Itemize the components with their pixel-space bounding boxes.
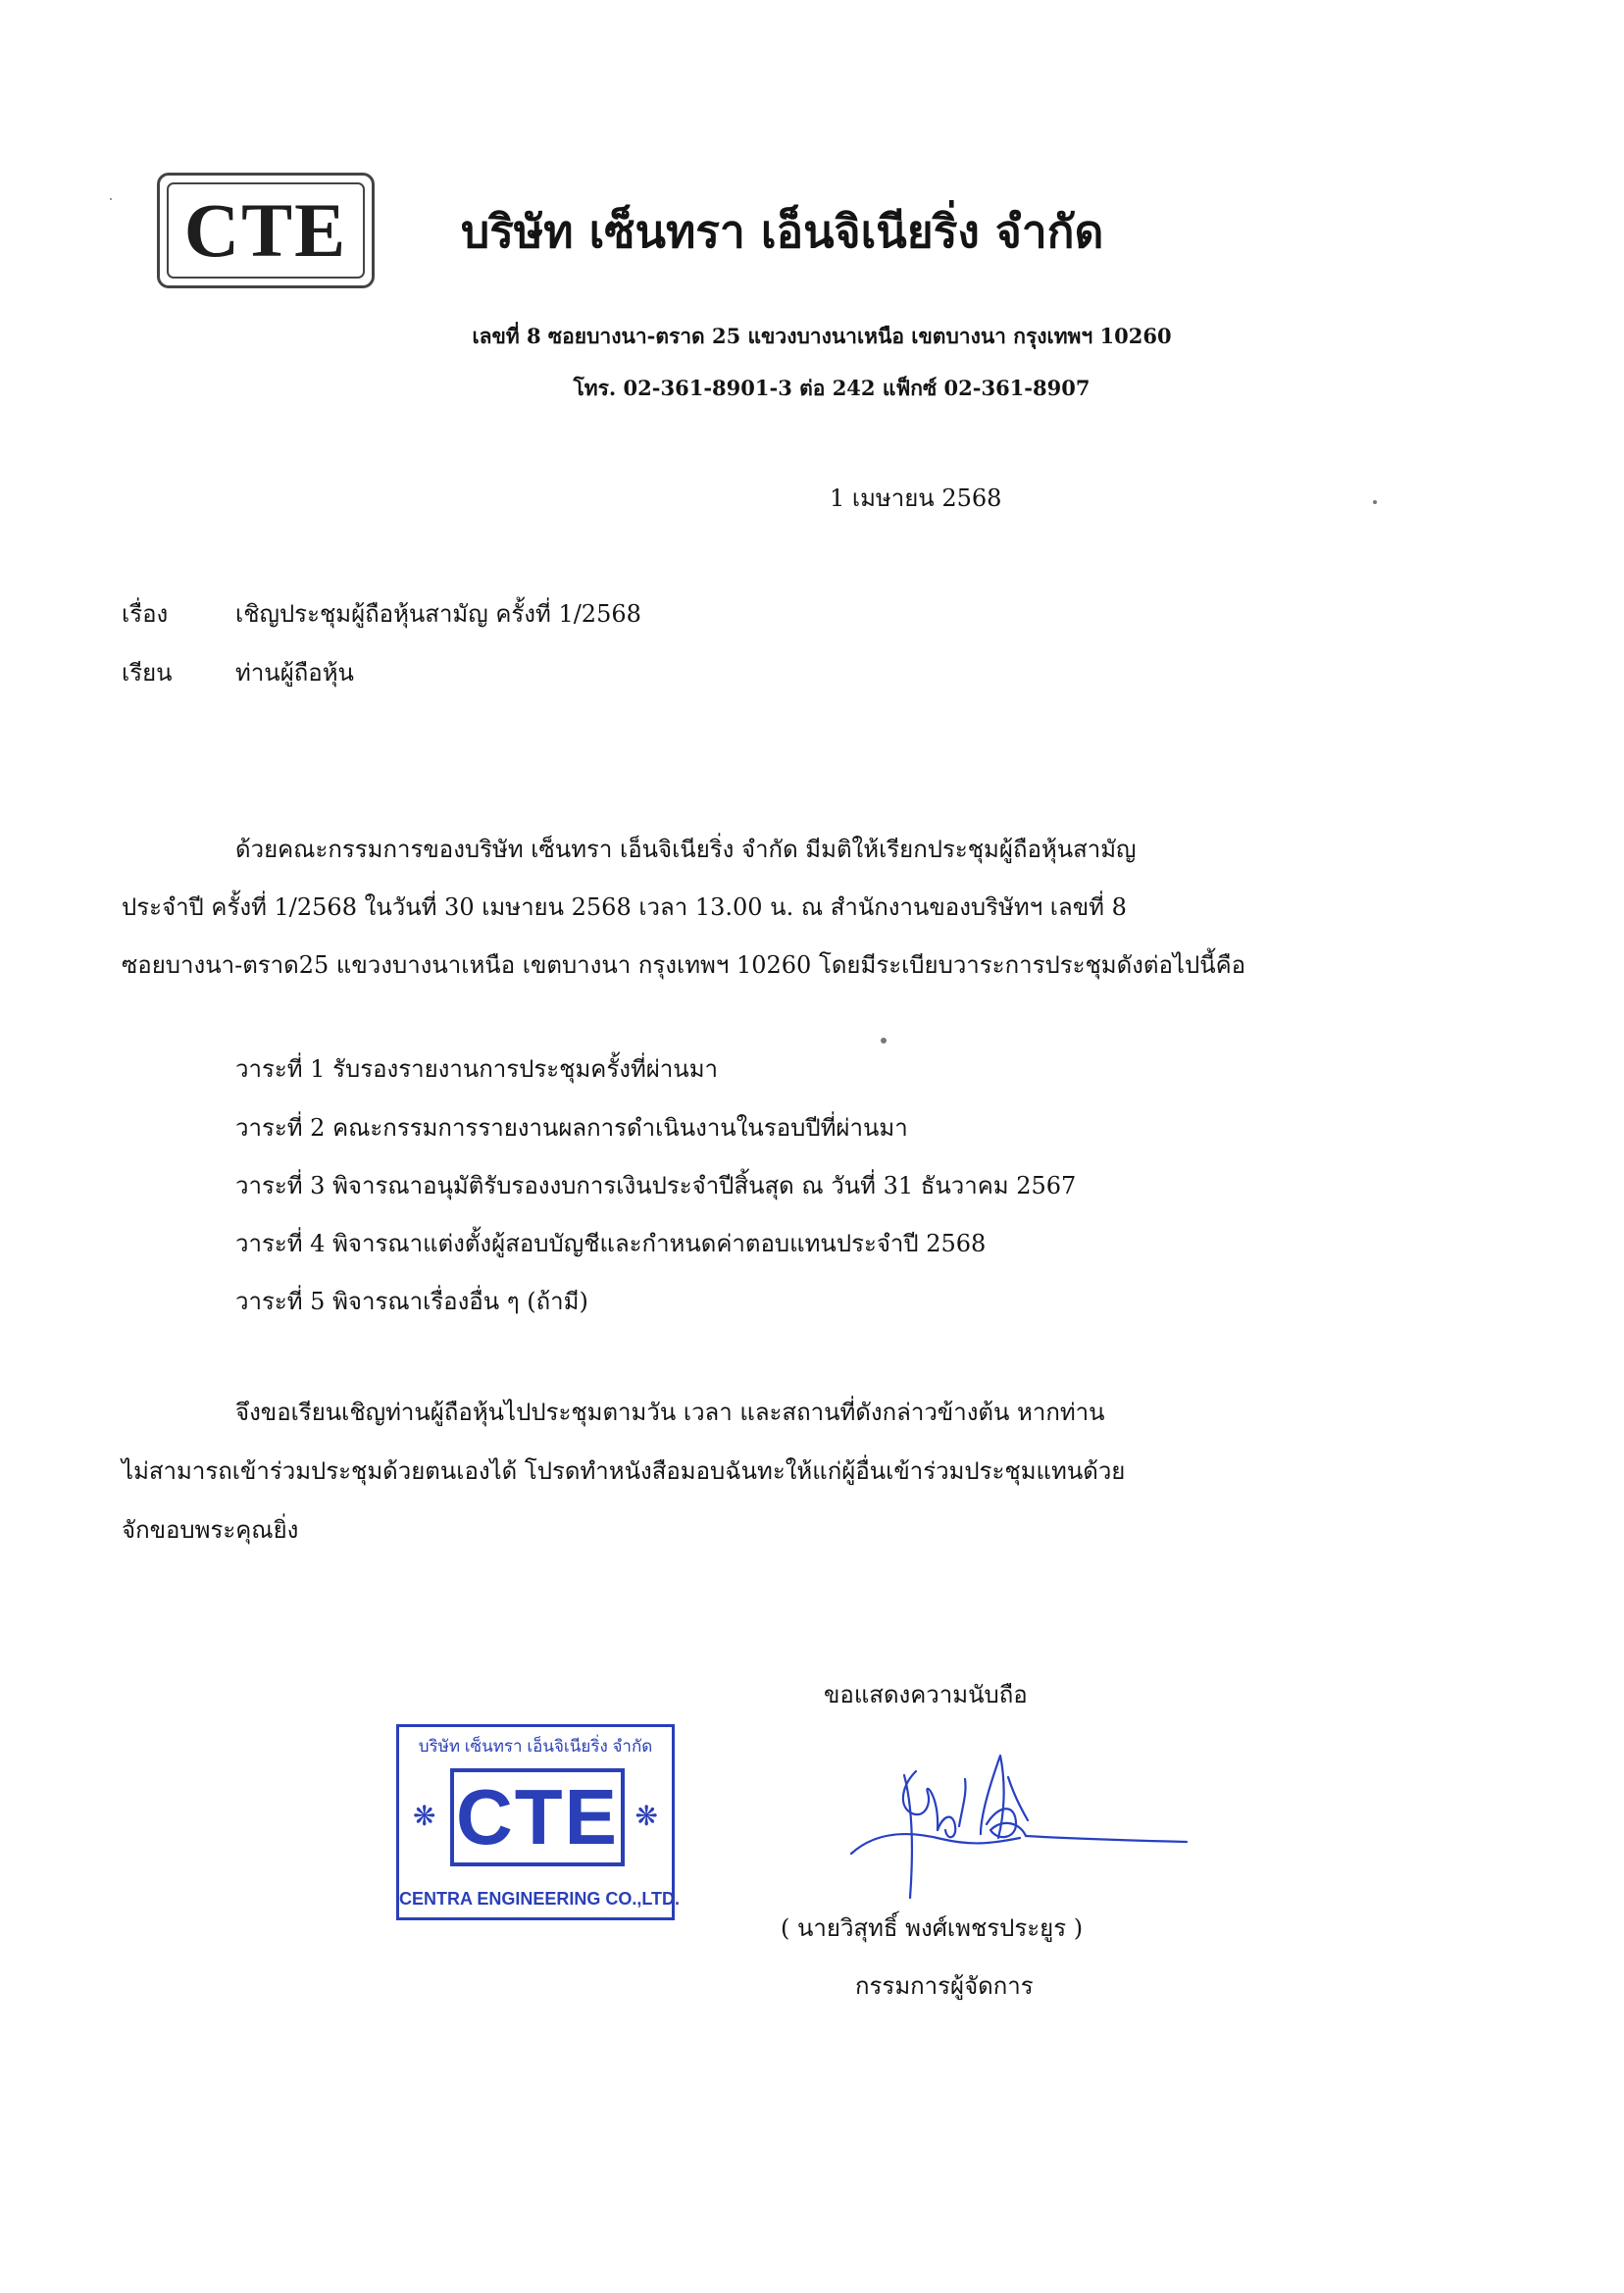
paragraph1-line: ประจำปี ครั้งที่ 1/2568 ในวันที่ 30 เมษายน 2568 เวลา 13.00 น. ณ สำนักงานของบริษัทฯ เลขที่ 8 — [122, 893, 1127, 921]
paragraph1-line: ซอยบางนา-ตราด25 แขวงบางนาเหนือ เขตบางนา กรุงเทพฯ 10260 โดยมีระเบียบวาระการประชุมดังต่อไปนี้คือ — [122, 951, 1246, 979]
recipient-text: ท่านผู้ถือหุ้น — [235, 659, 354, 687]
agenda-item-5: วาระที่ 5 พิจารณาเรื่องอื่น ๆ (ถ้ามี) — [235, 1288, 588, 1315]
paragraph2-line: จึงขอเรียนเชิญท่านผู้ถือหุ้นไปประชุมตามวัน เวลา และสถานที่ดังกล่าวข้างต้น หากท่าน — [235, 1399, 1105, 1426]
agenda-item-2: วาระที่ 2 คณะกรรมการรายงานผลการดำเนินงานในรอบปีที่ผ่านมา — [235, 1114, 908, 1142]
company-stamp — [396, 1724, 681, 1920]
scan-speck — [881, 1038, 887, 1044]
signer-title: กรรมการผู้จัดการ — [855, 1972, 1034, 2000]
signer-name: ( นายวิสุทธิ์ พงศ์เพชรประยูร ) — [781, 1914, 1084, 1942]
company-logo-text: CTE — [167, 182, 365, 279]
scan-speck — [1373, 500, 1377, 504]
paragraph2-line: ไม่สามารถเข้าร่วมประชุมด้วยตนเองได้ โปรดทำหนังสือมอบฉันทะให้แก่ผู้อื่นเข้าร่วมประชุมแทนด้วย — [122, 1457, 1126, 1485]
paragraph1-line: ด้วยคณะกรรมการของบริษัท เซ็นทรา เอ็นจิเนียริ่ง จำกัด มีมติให้เรียกประชุมผู้ถือหุ้นสามัญ — [235, 836, 1137, 863]
scan-speck — [110, 198, 112, 200]
subject-label: เรื่อง — [122, 600, 169, 628]
star-ornament-icon: ❋ — [413, 1800, 436, 1832]
company-address: เลขที่ 8 ซอยบางนา-ตราด 25 แขวงบางนาเหนือ เขตบางนา กรุงเทพฯ 10260 — [472, 324, 1172, 348]
company-name: บริษัท เซ็นทรา เอ็นจิเนียริ่ง จำกัด — [461, 205, 1104, 258]
agenda-item-3: วาระที่ 3 พิจารณาอนุมัติรับรองงบการเงินประจำปีสิ้นสุด ณ วันที่ 31 ธันวาคม 2567 — [235, 1172, 1077, 1199]
subject-text: เชิญประชุมผู้ถือหุ้นสามัญ ครั้งที่ 1/2568 — [235, 600, 641, 628]
stamp-logo: CTE — [450, 1768, 625, 1866]
letter-date: 1 เมษายน 2568 — [830, 484, 1002, 512]
paragraph2-line: จักขอบพระคุณยิ่ง — [122, 1516, 299, 1544]
company-contact: โทร. 02-361-8901-3 ต่อ 242 แฟ็กซ์ 02-361-8907 — [573, 376, 1091, 400]
stamp-company-name-english: CENTRA ENGINEERING CO.,LTD. — [399, 1889, 681, 1909]
handwritten-signature — [834, 1736, 1206, 1912]
company-logo — [157, 173, 375, 288]
star-ornament-icon: ❋ — [634, 1800, 658, 1832]
agenda-item-1: วาระที่ 1 รับรองรายงานการประชุมครั้งที่ผ่านมา — [235, 1055, 719, 1083]
closing-salutation: ขอแสดงความนับถือ — [824, 1681, 1028, 1708]
stamp-company-name-thai: บริษัท เซ็นทรา เอ็นจิเนียริ่ง จำกัด — [418, 1737, 653, 1756]
recipient-label: เรียน — [122, 659, 173, 687]
agenda-item-4: วาระที่ 4 พิจารณาแต่งตั้งผู้สอบบัญชีและกำหนดค่าตอบแทนประจำปี 2568 — [235, 1230, 987, 1257]
